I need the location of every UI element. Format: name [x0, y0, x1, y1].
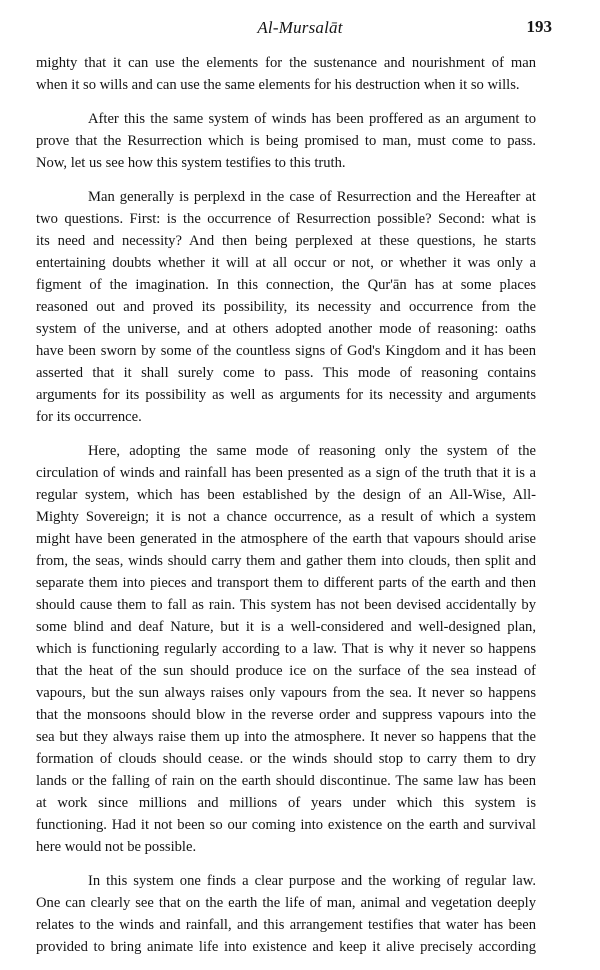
- text-line: provided to bring animate life into existence and keep it alive precisely according: [36, 939, 536, 955]
- text-line: system of the universe, and at others adopted another mode of reasoning: oaths: [36, 321, 536, 337]
- text-line: at work since millions and millions of years under which this system is: [36, 795, 536, 811]
- text-line: here would not be possible.: [36, 839, 197, 855]
- text-line: One can clearly see that on the earth the life of man, animal and vegetation deeply: [36, 895, 536, 911]
- paragraph: [36, 52, 536, 96]
- text-line: formation of clouds should cease. or the winds should stop to carry them to dry: [36, 751, 536, 767]
- running-title: Al-Mursalāt: [257, 18, 343, 37]
- text-line: Mighty Sovereign; it is not a chance occurrence, as a result of which a system: [36, 509, 536, 525]
- text-line: that the monsoons should blow in the reverse order and suppress vapours into the: [36, 707, 536, 723]
- text-line: which is functioning regularly according to a law. That is why it never so happens: [36, 641, 536, 657]
- text-line: some blind and deaf Nature, but it is a well-considered and well-designed plan,: [36, 619, 536, 635]
- text-line: Man generally is perplexd in the case of Resurrection and the Hereafter at: [88, 189, 536, 205]
- text-line: for its occurrence.: [36, 409, 142, 425]
- text-line: After this the same system of winds has been proffered as an argument to: [88, 111, 536, 127]
- text-line: arguments for its possibility as well as arguments for its necessity and arguments: [36, 387, 536, 403]
- paragraph: [36, 108, 536, 174]
- text-line: entertaining doubts whether it will at all occur or not, or whether it was only a: [36, 255, 536, 271]
- text-line: regular system, which has been established by the design of an All-Wise, All-: [36, 487, 536, 503]
- text-line: asserted that it shall surely come to pass. This mode of reasoning contains: [36, 365, 536, 381]
- text-line: two questions. First: is the occurrence of Resurrection possible? Second: what is: [36, 211, 536, 227]
- body-text: [36, 52, 536, 970]
- text-line: In this system one finds a clear purpose and the working of regular law.: [88, 873, 536, 889]
- text-line: lands or the falling of rain on the earth should discontinue. The same law has been: [36, 773, 536, 789]
- text-line: vapours, but the sun always raises only vapours from the sea. It never so happens: [36, 685, 536, 701]
- text-line: relates to the winds and rainfall, and this arrangement testifies that water has been: [36, 917, 536, 933]
- text-line: should cause them to fall as rain. This system has not been devised accidentally by: [36, 597, 536, 613]
- text-line: its need and necessity? And then being perplexed at these questions, he starts: [36, 233, 536, 249]
- text-line: functioning. Had it not been so our coming into existence on the earth and survival: [36, 817, 536, 833]
- paragraph: [36, 440, 536, 858]
- text-line: reasoned out and proved its possibility, its necessity and occurrence from the: [36, 299, 536, 315]
- text-line: circulation of winds and rainfall has been presented as a sign of the truth that it is a: [36, 465, 536, 481]
- text-line: Now, let us see how this system testifies to this truth.: [36, 155, 346, 171]
- text-line: sea but they always raise them up into the atmosphere. It never so happens that the: [36, 729, 536, 745]
- text-line: have been sworn by some of the countless signs of God's Kingdom and it has been: [36, 343, 536, 359]
- page-number: 193: [526, 17, 552, 36]
- text-line: from, the seas, winds should carry them and gather them into clouds, then split and: [36, 553, 536, 569]
- text-line: prove that the Resurrection which is being promised to man, must come to pass.: [36, 133, 536, 149]
- text-line: when it so wills and can use the same elements for his destruction when it so wills.: [36, 77, 520, 93]
- paragraph: [36, 870, 536, 958]
- text-line: that the heat of the sun should produce ice on the surface of the sea instead of: [36, 663, 536, 679]
- text-line: might have been generated in the atmosphere of the earth that vapours should arise: [36, 531, 536, 547]
- text-line: separate them into pieces and transport them to different parts of the earth and then: [36, 575, 536, 591]
- text-line: Here, adopting the same mode of reasoning only the system of the: [88, 443, 536, 459]
- text-line: figment of the imagination. In this connection, the Qur'ān has at some places: [36, 277, 536, 293]
- text-line: mighty that it can use the elements for the sustenance and nourishment of man: [36, 55, 536, 71]
- paragraph: [36, 186, 536, 428]
